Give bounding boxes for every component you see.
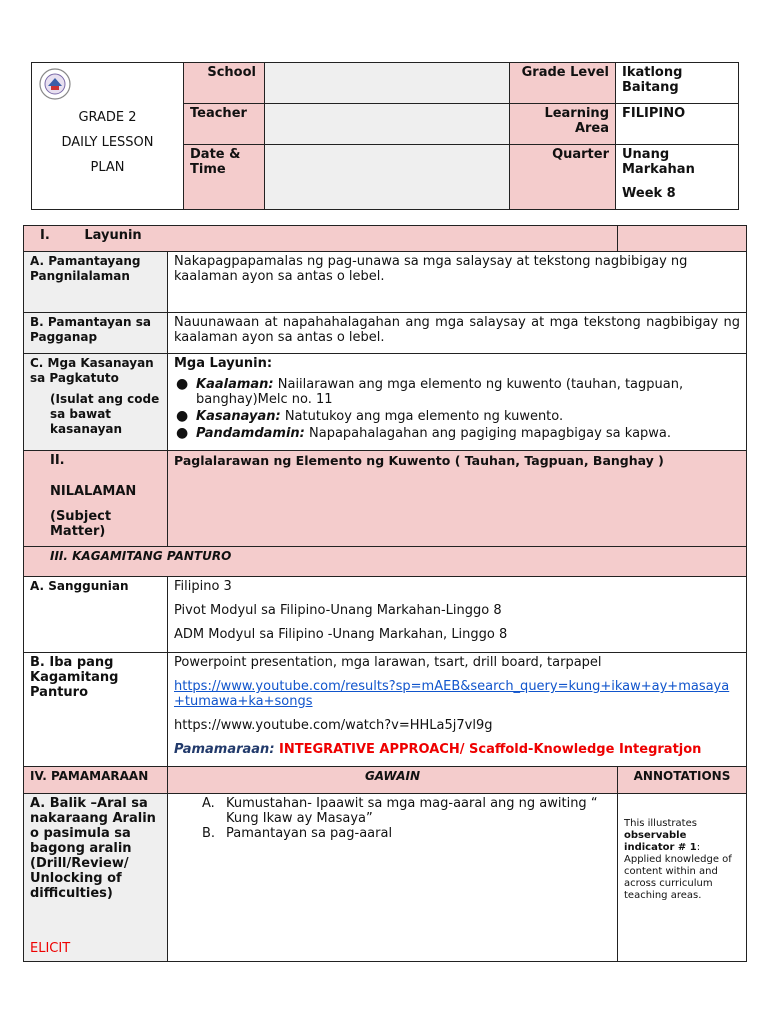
learning-area-label: Learning Area: [510, 104, 616, 145]
quarter-label: Quarter: [510, 145, 616, 210]
pamantayang-pangnilalaman-text: Nakapagpapamalas ng pag-unawa sa mga salaysay at tekstong nagbibigay ng kaalaman ayon sa antas o lebel.: [168, 252, 747, 313]
sanggunian-line: Pivot Modyul sa Filipino-Unang Markahan-Linggo 8: [174, 603, 502, 618]
teacher-label: Teacher: [184, 104, 265, 145]
lesson-plan-table: [23, 225, 747, 962]
section-title: Layunin: [84, 228, 142, 243]
teacher-field[interactable]: [265, 104, 510, 145]
deped-seal-icon: [38, 67, 72, 101]
school-field[interactable]: [265, 63, 510, 104]
pamantayang-pangnilalaman-label: A. Pamantayang Pangnilalaman: [24, 252, 168, 313]
annotation-cell: [618, 794, 747, 962]
section-layunin-title: [24, 226, 618, 252]
quarter-text: Unang Markahan: [622, 147, 695, 177]
elicit-label: ELICIT: [30, 941, 71, 956]
week-text: Week 8: [622, 186, 676, 201]
pamantayan-pagganap-label: B. Pamantayan sa Pagganap: [24, 313, 168, 354]
gawain-list: [174, 796, 611, 841]
school-label: School: [184, 63, 265, 104]
objective-kasanayan: ● Kasanayan: Natutukoy ang mga elemento ng kuwento.: [196, 409, 740, 424]
materials-text: Powerpoint presentation, mga larawan, tsart, drill board, tarpapel: [174, 655, 602, 670]
school-logo-cell: [32, 63, 184, 210]
sanggunian-cell: [168, 577, 747, 653]
layunin-objectives-cell: [168, 354, 747, 451]
date-field[interactable]: [265, 145, 510, 210]
nilalaman-label: NILALAMAN: [50, 484, 137, 499]
gawain-cell: [168, 794, 618, 962]
annotation-note: This illustrates observable indicator # 1: Applied knowledge of content within and across curriculum teaching areas.: [624, 818, 732, 901]
sanggunian-label: A. Sanggunian: [24, 577, 168, 653]
pamantayan-pagganap-text: Nauunawaan at napahahalagahan ang mga salaysay at mga tekstong nagbibigay ng kaalaman ayon sa antas o lebel.: [168, 313, 747, 354]
kasanayan-label: C. Mga Kasanayan sa Pagkatuto: [30, 356, 154, 385]
grade-title: GRADE 2 DAILY LESSON PLAN: [61, 110, 154, 175]
learning-area-value: FILIPINO: [616, 104, 739, 145]
youtube-search-link[interactable]: https://www.youtube.com/results?sp=mAEB&search_query=kung+ikaw+ay+masaya+tumawa+ka+songs: [174, 679, 730, 709]
quarter-value: [616, 145, 739, 210]
iba-pang-kagamitan-cell: [168, 653, 747, 767]
section-num: I.: [40, 228, 50, 243]
kasanayan-sub: (Isulat ang code sa bawat kasanayan: [50, 392, 160, 436]
objective-pandamdamin: ● Pandamdamin: Napapahalagahan ang pagiging mapagbigay sa kapwa.: [196, 426, 740, 441]
annotations-heading: ANNOTATIONS: [618, 767, 747, 794]
balik-aral-label: A. Balik –Aral sa nakaraang Aralin o pasimula sa bagong aralin (Drill/Review/ Unlocking of difficulties): [30, 796, 156, 901]
gawain-heading: GAWAIN: [168, 767, 618, 794]
sanggunian-line: ADM Modyul sa Filipino -Unang Markahan, Linggo 8: [174, 627, 508, 642]
nilalaman-text: Paglalarawan ng Elemento ng Kuwento ( Tauhan, Tagpuan, Banghay ): [168, 451, 747, 547]
pamamaraan-approach: Pamamaraan: INTEGRATIVE APPROACH/ Scaffold-Knowledge Integratjon: [174, 742, 702, 757]
nilalaman-num: II.: [50, 453, 65, 468]
nilalaman-sub: (Subject Matter): [50, 509, 112, 539]
balik-aral-cell: [24, 794, 168, 962]
annotation-empty: [618, 226, 747, 252]
grade-level-value: Ikatlong Baitang: [616, 63, 739, 104]
gawain-step: A. Kumustahan- Ipaawit sa mga mag-aaral ang ng awiting “ Kung Ikaw ay Masaya”: [202, 796, 598, 826]
youtube-video-link[interactable]: https://www.youtube.com/watch?v=HHLa5j7vl9g: [174, 718, 493, 733]
sanggunian-line: Filipino 3: [174, 579, 232, 594]
header-table: [31, 62, 739, 210]
kasanayan-label-cell: [24, 354, 168, 451]
iba-pang-kagamitan-label: B. Iba pang Kagamitang Panturo: [24, 653, 168, 767]
kagamitan-title: III. KAGAMITANG PANTURO: [24, 547, 747, 577]
objective-kaalaman: ● Kaalaman: Naiilarawan ang mga elemento ng kuwento (tauhan, tagpuan, banghay)Melc no. 11: [196, 377, 740, 407]
date-label: Date & Time: [184, 145, 265, 210]
pamamaraan-title: IV. PAMAMARAAN: [24, 767, 168, 794]
grade-level-label: Grade Level: [510, 63, 616, 104]
mga-layunin-heading: Mga Layunin:: [174, 356, 273, 371]
nilalaman-label-cell: [24, 451, 168, 547]
objectives-list: [174, 377, 740, 441]
gawain-step: B. Pamantayan sa pag-aaral: [202, 826, 393, 841]
